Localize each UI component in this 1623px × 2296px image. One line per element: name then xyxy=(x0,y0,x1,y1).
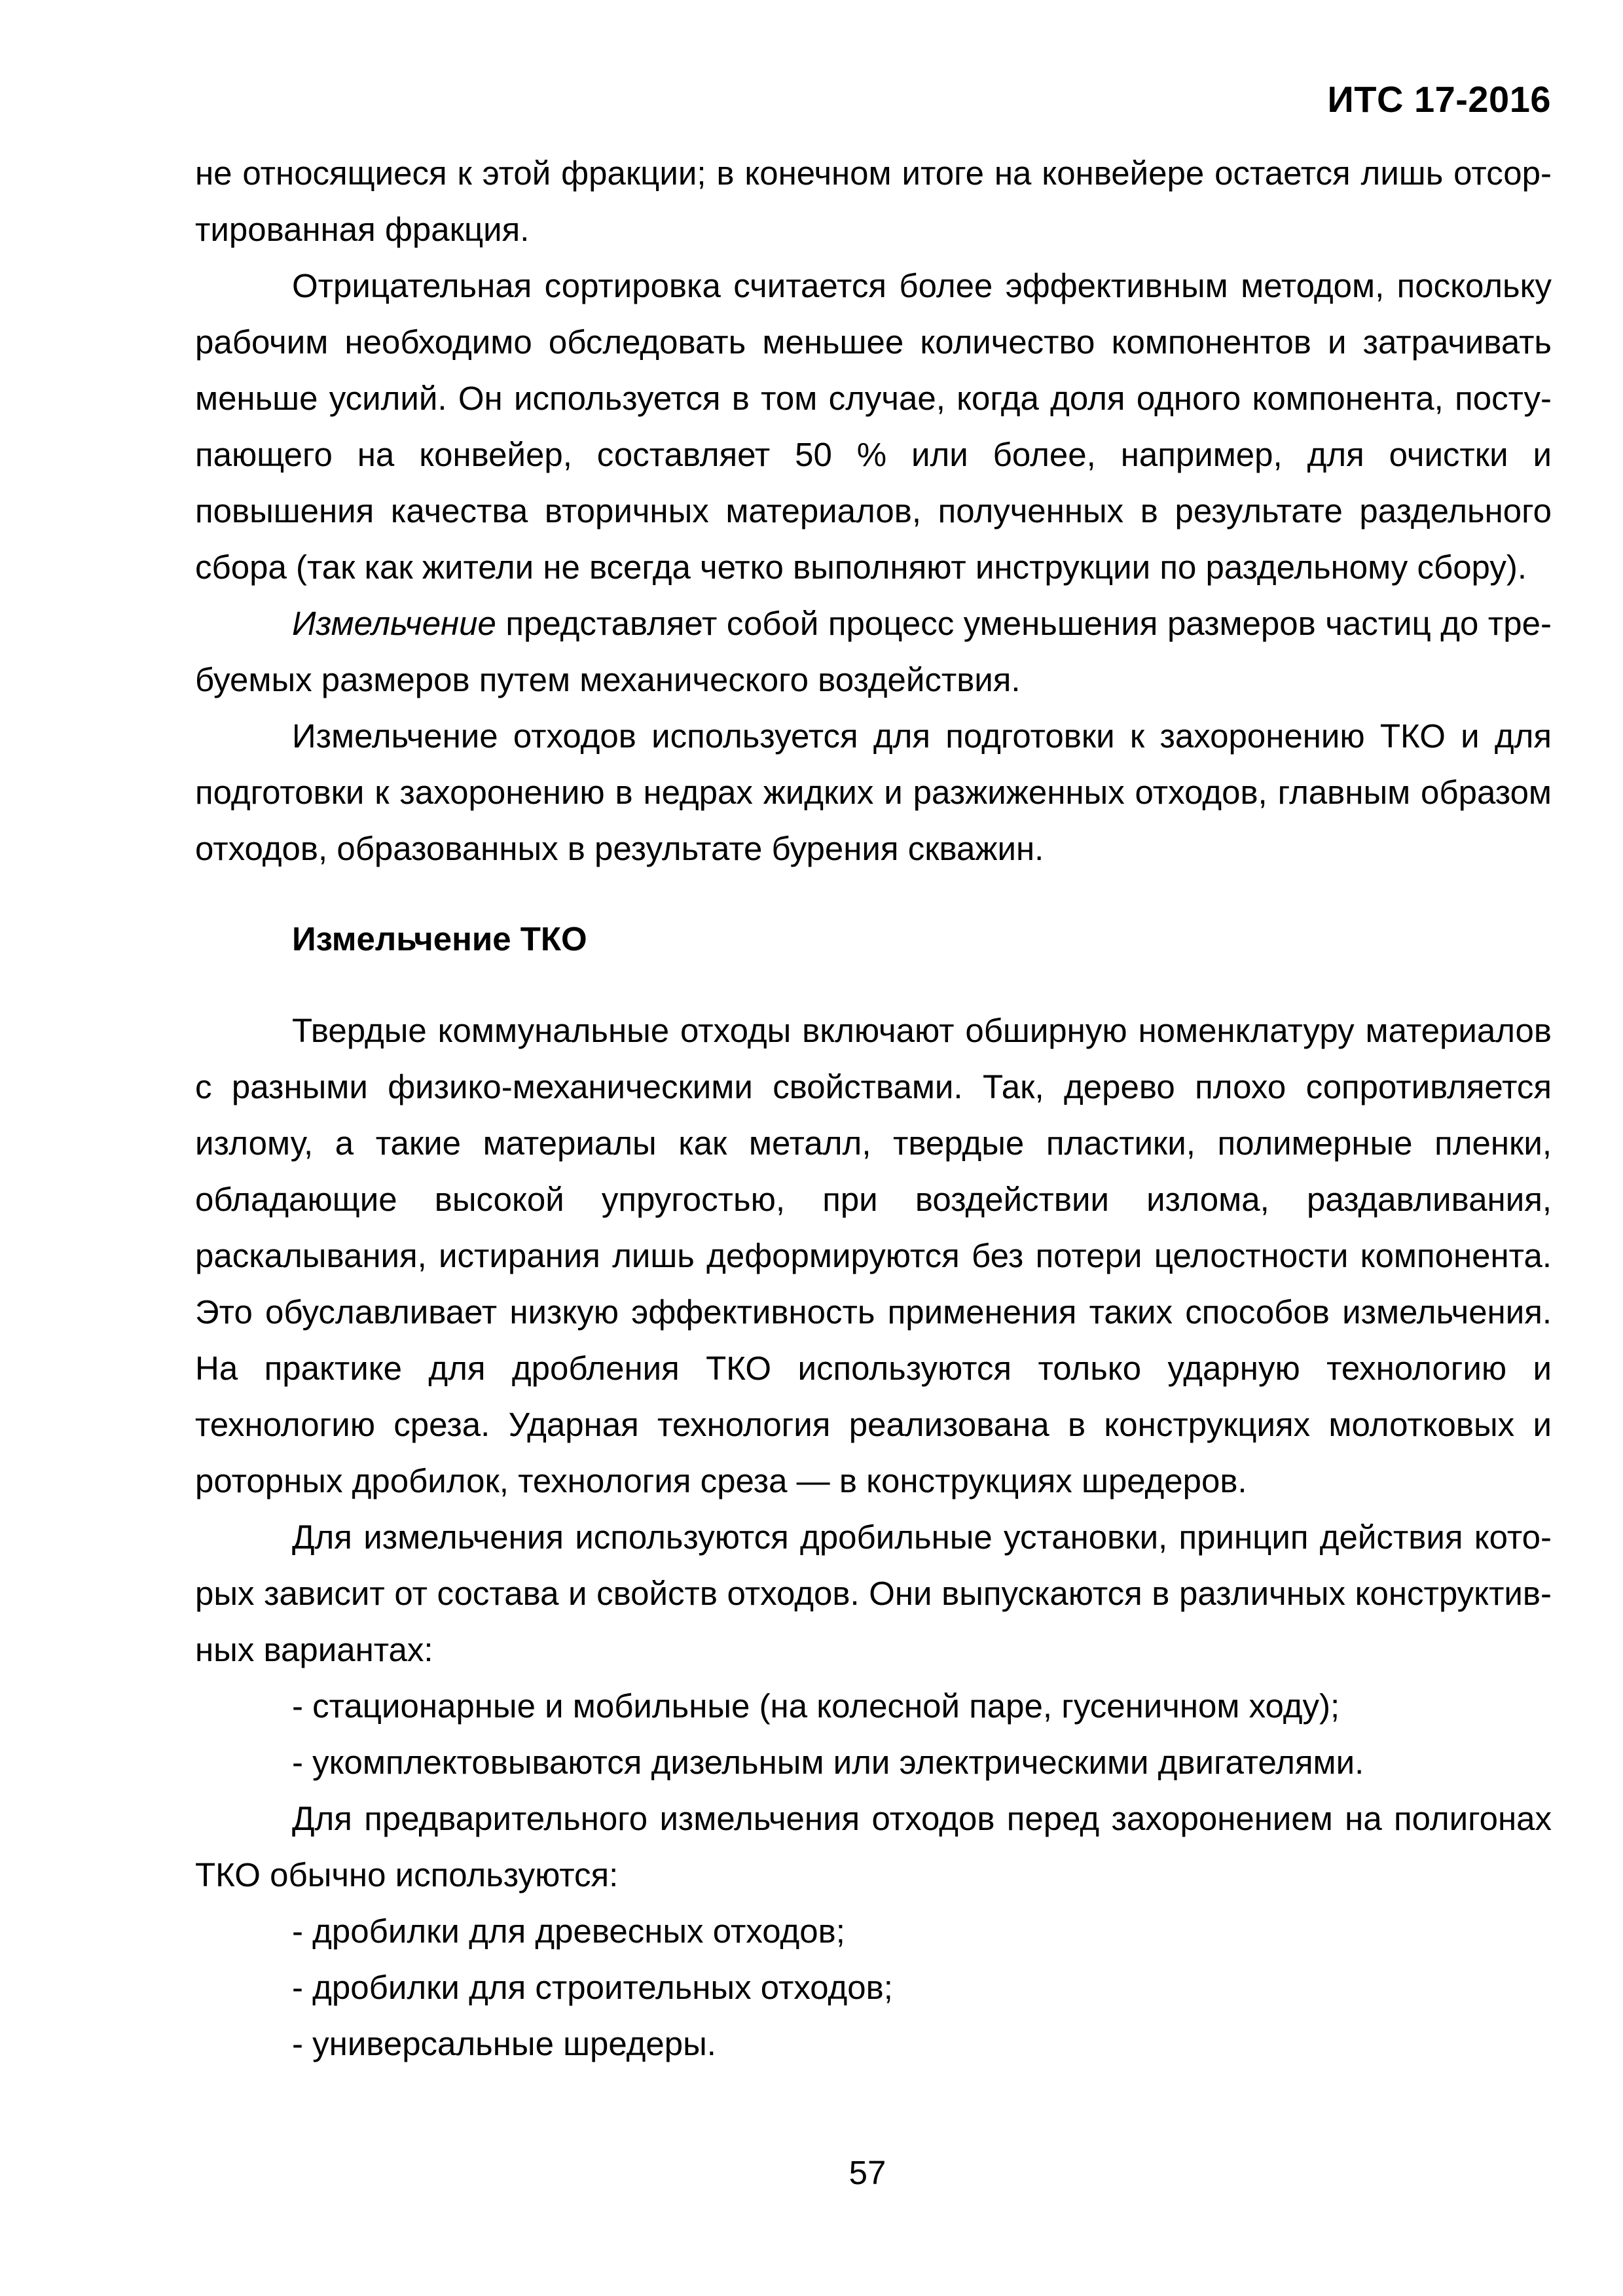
definition-text: представляет собой процесс уменьшения размеров частиц до требуемых размеров путем механического воздействия. xyxy=(195,605,1552,698)
term-shredding: Измельчение xyxy=(292,605,496,642)
paragraph-continuation: не относящиеся к этой фракции; в конечном итоге на конвейере остается лишь отсортированная фракция. xyxy=(195,154,1552,248)
list-item: - укомплектовываются дизельным или электрическими двигателями. xyxy=(292,1744,1364,1781)
list-item: - стационарные и мобильные (на колесной паре, гусеничном ходу); xyxy=(292,1687,1340,1725)
list-item: - дробилки для древесных отходов; xyxy=(292,1912,845,1950)
list-item: - дробилки для строительных отходов; xyxy=(292,1969,893,2006)
paragraph-shredding-use: Измельчение отходов используется для подготовки к захоронению ТКО и для подготовки к захоронению в недрах жидких и разжиженных отходов, главным образом отходов, образованных в результате бурения скважин. xyxy=(195,717,1552,867)
paragraph-preliminary-shredding: Для предварительного измельчения отходов перед захоронением на полигонах ТКО обычно используются: xyxy=(195,1800,1552,1893)
list-item: - универсальные шредеры. xyxy=(292,2025,716,2062)
paragraph-negative-sorting: Отрицательная сортировка считается более эффективным методом, поскольку рабочим необходимо обследовать меньшее количество компонентов и затрачивать меньше усилий. Он используется в том случае, когда доля одного компонента, поступающего на конвейер, составляет 50 % или более, например, для очистки и повышения качества вторичных материалов, полученных в результате раздельного сбора (так как жители не всегда четко выполняют инструкции по раздельному сбору). xyxy=(195,267,1552,586)
section-heading: Измельчение ТКО xyxy=(292,920,587,958)
document-code-header: ИТС 17-2016 xyxy=(1327,79,1551,120)
page-number: 57 xyxy=(848,2154,886,2191)
paragraph-crushing-units: Для измельчения используются дробильные установки, принцип действия которых зависит от состава и свойств отходов. Они выпускаются в различных конструктивных вариантах: xyxy=(195,1518,1552,1668)
page-body xyxy=(195,145,1552,2072)
paragraph-msw-materials: Твердые коммунальные отходы включают обширную номенклатуру материалов с разными физико-механическими свойствами. Так, дерево плохо сопротивляется излому, а такие материалы как металл, твердые пластики, полимерные пленки, обладающие высокой упругостью, при воздействии излома, раздавливания, раскалывания, истирания лишь деформируются без потери целостности компонента. Это обуславливает низкую эффективность применения таких способов измельчения. На практике для дробления ТКО используются только ударную технологию и технологию среза. Ударная технология реализована в конструкциях молотковых и роторных дробилок, технология среза — в конструкциях шредеров. xyxy=(195,1012,1552,1499)
paragraph-shredding-definition xyxy=(195,596,1552,708)
